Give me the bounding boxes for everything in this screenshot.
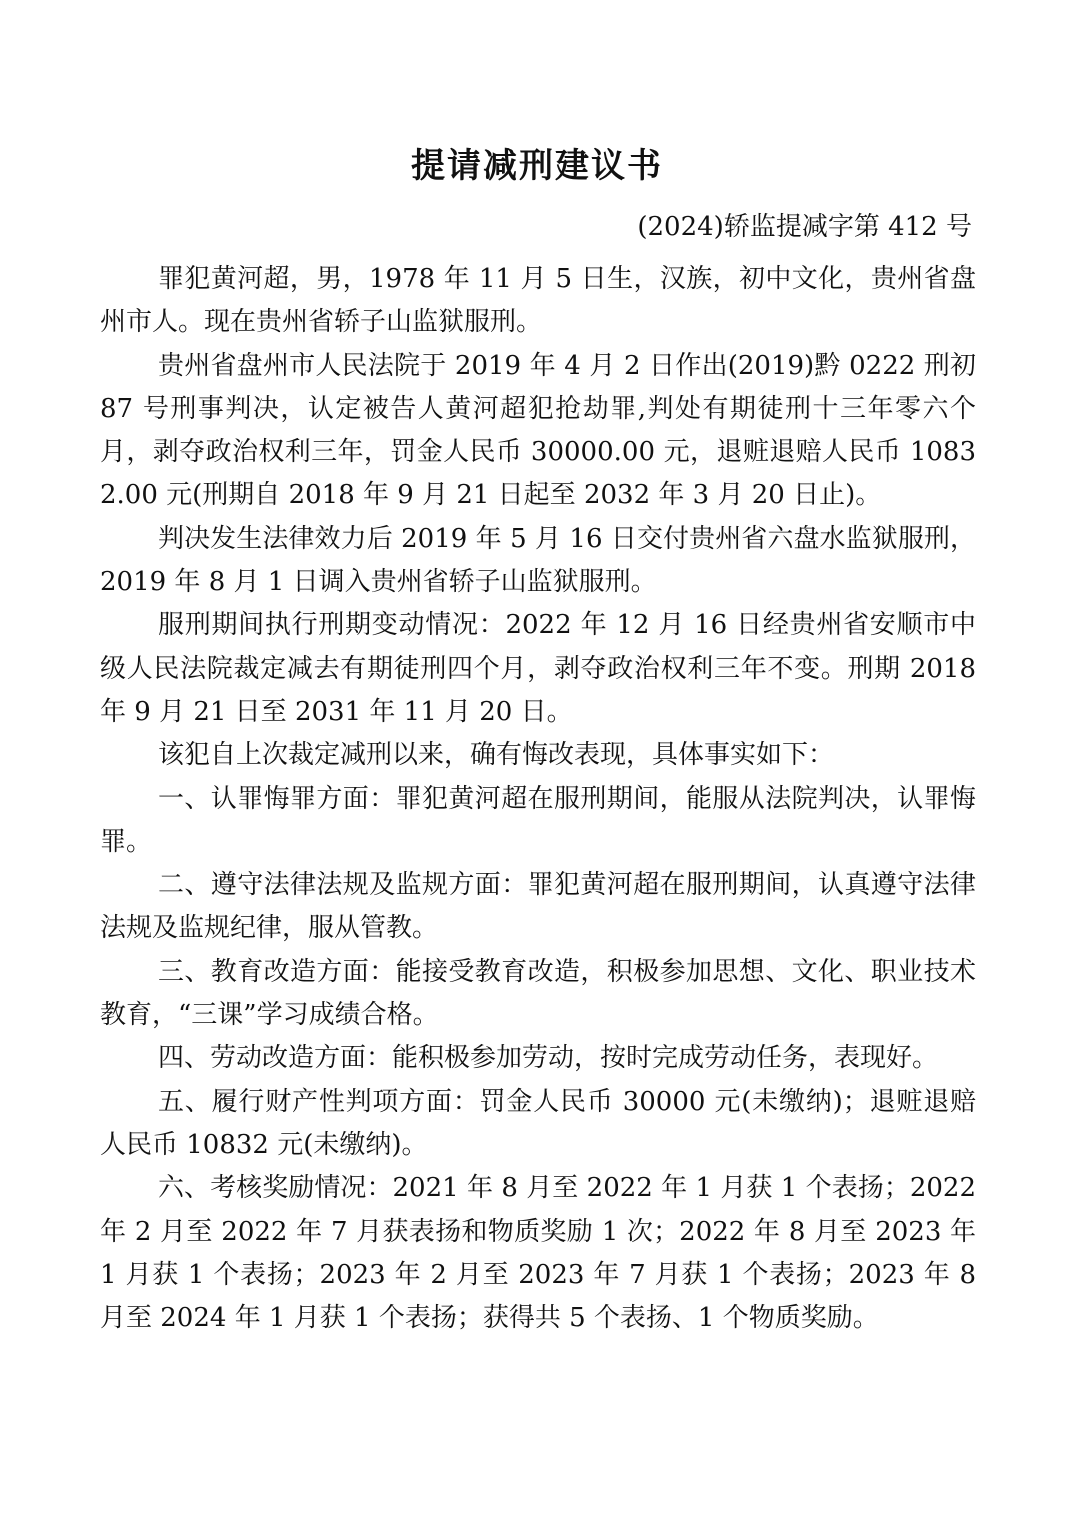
paragraph-item-5: 五、履行财产性判项方面：罚金人民币 30000 元(未缴纳)；退赃退赔人民币 10832 元(未缴纳)。: [100, 1086, 976, 1160]
paragraph-item-2: 二、遵守法律法规及监规方面：罪犯黄河超在服刑期间，认真遵守法律法规及监规纪律，服从管教。: [100, 870, 976, 944]
paragraph-item-4: 四、劳动改造方面：能积极参加劳动，按时完成劳动任务，表现好。: [158, 1043, 939, 1074]
paragraph-criminal-info: 罪犯黄河超，男，1978 年 11 月 5 日生，汉族，初中文化，贵州省盘州市人。现在贵州省轿子山监狱服刑。: [100, 264, 976, 338]
document-title: 提请减刑建议书: [411, 146, 663, 186]
document-body: [100, 258, 976, 1340]
paragraph-item-1: 一、认罪悔罪方面：罪犯黄河超在服刑期间，能服从法院判决，认罪悔罪。: [100, 783, 976, 857]
paragraph-prison-transfer: 判决发生法律效力后 2019 年 5 月 16 日交付贵州省六盘水监狱服刑，2019 年 8 月 1 日调入贵州省轿子山监狱服刑。: [100, 523, 976, 598]
document-number: (2024)轿监提减字第 412 号: [637, 212, 972, 242]
paragraph-item-3: 三、教育改造方面：能接受教育改造，积极参加思想、文化、职业技术教育，“三课”学习成绩合格。: [100, 956, 976, 1031]
paragraph-sentence-change: 服刑期间执行刑期变动情况：2022 年 12 月 16 日经贵州省安顺市中级人民法院裁定减去有期徒刑四个月，剥夺政治权利三年不变。刑期 2018 年 9 月 21 日至 2031 年 11 月 20 日。: [100, 610, 976, 727]
paragraph-item-6: 六、考核奖励情况：2021 年 8 月至 2022 年 1 月获 1 个表扬；2022 年 2 月至 2022 年 7 月获表扬和物质奖励 1 次；2022 年 8 月至 2023 年 1 月获 1 个表扬；2023 年 2 月至 2023 年 7 月获 1 个表扬；2023 年 8 月至 2024 年 1 月获 1 个表扬；获得共 5 个表扬、1 个物质奖励。: [100, 1173, 976, 1334]
paragraph-repentance-intro: 该犯自上次裁定减刑以来，确有悔改表现，具体事实如下：: [158, 740, 835, 771]
paragraph-original-judgment: 贵州省盘州市人民法院于 2019 年 4 月 2 日作出(2019)黔 0222 刑初 87 号刑事判决，认定被告人黄河超犯抢劫罪,判处有期徒刑十三年零六个月，剥夺政治权利三年，罚金人民币 30000.00 元，退赃退赔人民币 10832.00 元(刑期自 2018 年 9 月 21 日起至 2032 年 3 月 20 日止)。: [100, 350, 976, 511]
